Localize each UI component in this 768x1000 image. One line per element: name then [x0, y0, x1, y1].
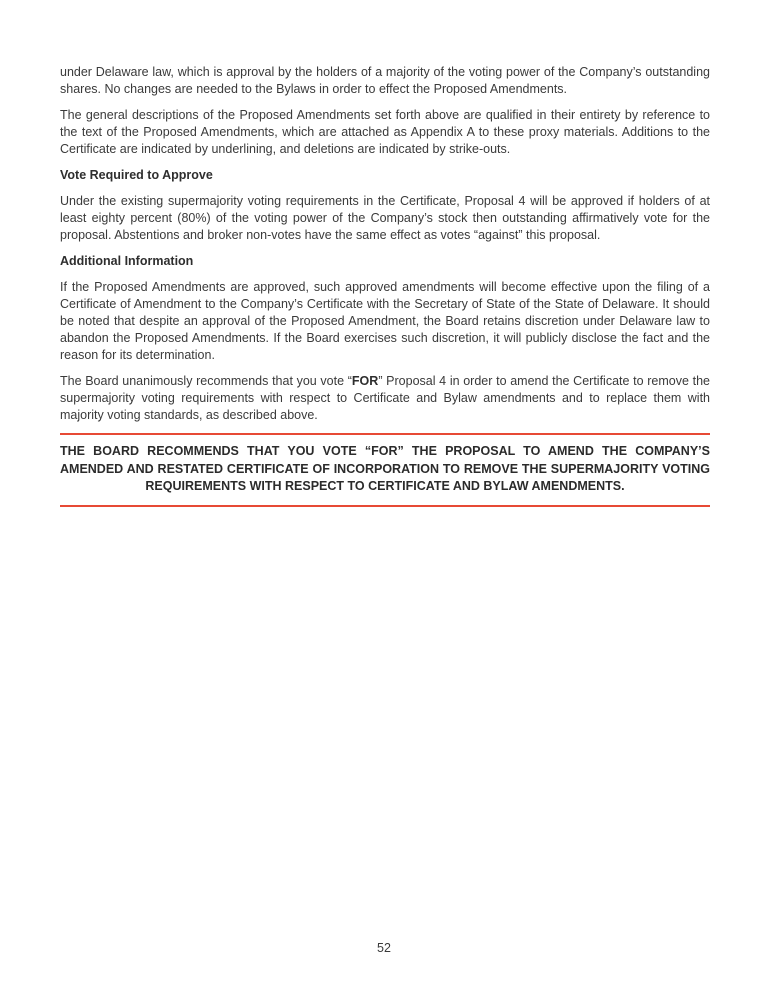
paragraph-vote-required: Under the existing supermajority voting requirements in the Certificate, Proposal 4 will be approved if holders of at least eighty percent (80%) of the voting power of the Company’s stock then outstanding affirmatively vote for the proposal. Abstentions and broker non-votes have the same effect as votes “against” this proposal. — [60, 194, 710, 242]
board-recommendation-text-after: ” Proposal 4 in order to amend the Certificate to remove the supermajority voting requirements with respect to Certificate and Bylaw amendments and to replace them with majority voting standards, as described above. — [60, 374, 710, 422]
page-number: 52 — [377, 941, 391, 955]
section-heading-vote-required: Vote Required to Approve — [60, 168, 213, 182]
paragraph-additional-information: If the Proposed Amendments are approved, such approved amendments will become effective upon the filing of a Certificate of Amendment to the Company’s Certificate with the Secretary of State of the State of Delaware. It should be noted that despite an approval of the Proposed Amendment, the Board retains discretion under Delaware law to abandon the Proposed Amendments. If the Board exercises such discretion, it will publicly disclose the fact and the reason for its determination. — [60, 280, 710, 362]
board-recommendation-box — [60, 433, 710, 507]
board-recommendation-text-before: The Board unanimously recommends that you vote “ — [60, 374, 352, 388]
section-heading-additional-information: Additional Information — [60, 254, 194, 268]
paragraph-board-recommendation — [60, 373, 710, 424]
page-content — [60, 64, 710, 507]
paragraph-general-descriptions: The general descriptions of the Proposed Amendments set forth above are qualified in their entirety by reference to the text of the Proposed Amendments, which are attached as Appendix A to these proxy materials. Additions to the Certificate are indicated by underlining, and deletions are indicated by strike-outs. — [60, 108, 710, 156]
board-recommendation-for-emphasis: FOR — [351, 374, 379, 388]
paragraph-delaware-law: under Delaware law, which is approval by the holders of a majority of the voting power of the Company’s outstanding shares. No changes are needed to the Bylaws in order to effect the Proposed Amendments. — [60, 65, 710, 96]
board-recommendation-box-text: THE BOARD RECOMMENDS THAT YOU VOTE “FOR” THE PROPOSAL TO AMEND THE COMPANY’S AMENDED AND RESTATED CERTIFICATE OF INCORPORATION TO REMOVE THE SUPERMAJORITY VOTING REQUIREMENTS WITH RESPECT TO CERTIFICATE AND BYLAW AMENDMENTS. — [60, 444, 710, 493]
